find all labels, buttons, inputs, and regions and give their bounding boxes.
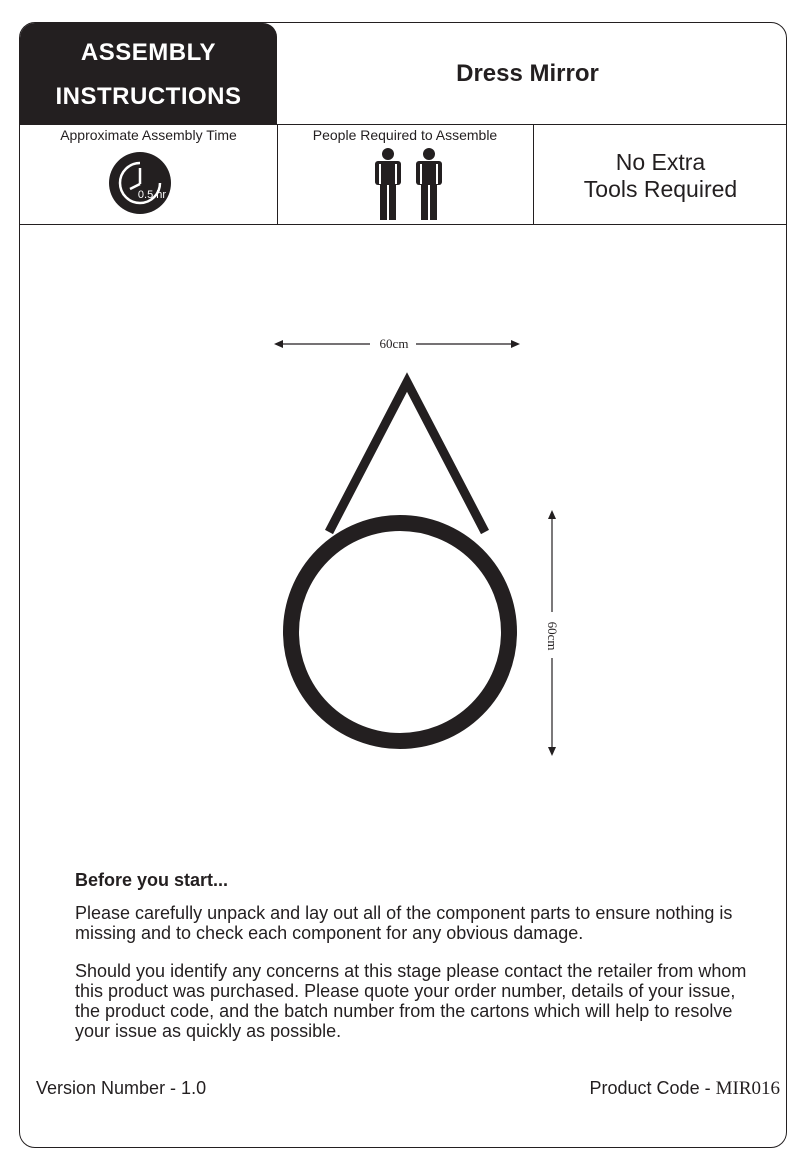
before-you-start-heading: Before you start... — [75, 870, 229, 890]
assembly-time-label: Approximate Assembly Time — [60, 127, 237, 143]
height-label: 60cm — [545, 621, 560, 651]
product-code — [590, 1078, 780, 1100]
tools-line-2: Tools Required — [583, 176, 738, 202]
version-number: Version Number - 1.0 — [36, 1078, 207, 1098]
title-line-1: ASSEMBLY — [80, 39, 217, 66]
product-code-value: MIR016 — [715, 1078, 780, 1099]
title-line-2: INSTRUCTIONS — [55, 83, 242, 110]
before-you-start-section — [75, 870, 755, 1059]
concerns-paragraph: Should you identify any concerns at this stage please contact the retailer from whom this product was purchased. Please quote your order number, details of your issue, the product code, and the batch number from the cartons which will help to resolve your issue as quickly as possible. — [75, 961, 747, 1041]
tools-line-1: No Extra — [615, 149, 706, 175]
people-required-label: People Required to Assemble — [312, 127, 498, 143]
hanging-strap — [329, 382, 485, 532]
unpack-paragraph: Please carefully unpack and lay out all of the component parts to ensure nothing is missing and to check each component for any obvious damage. — [75, 903, 733, 943]
product-code-label: Product Code - — [589, 1078, 711, 1098]
width-label: 60cm — [379, 336, 409, 351]
assembly-time-value: 0.5 hr — [137, 189, 167, 201]
product-name: Dress Mirror — [456, 59, 599, 87]
mirror-frame — [291, 523, 509, 741]
